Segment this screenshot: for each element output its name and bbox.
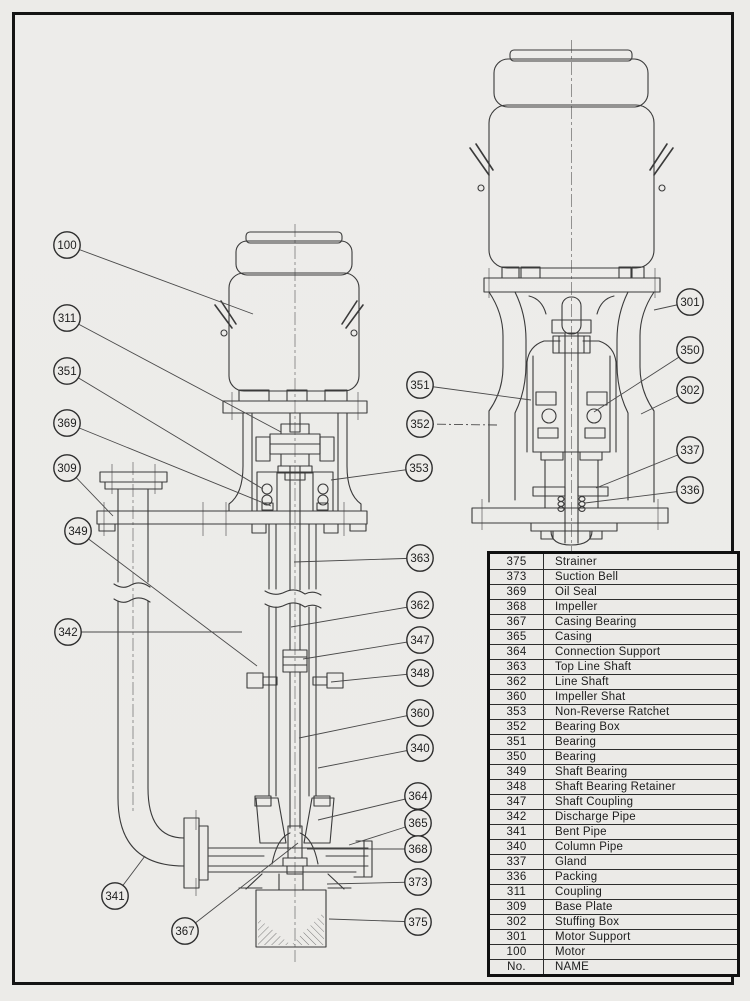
balloon-label: 375 [408,917,428,929]
part-name-cell: Motor [555,946,586,958]
leader-line [67,423,271,506]
part-name-cell: Coupling [555,886,602,898]
casing [209,841,372,877]
part-name-cell: Shaft Bearing [555,766,628,778]
balloon-label: 351 [410,380,430,392]
part-number-cell: 360 [490,690,544,704]
leader-line [594,350,690,412]
callout-340 [318,735,433,768]
part-name-cell: Bearing Box [555,721,620,733]
part-name-cell: Column Pipe [555,841,624,853]
balloon-label: 368 [408,844,428,856]
parts-table-row [490,569,737,584]
part-number-cell: 367 [490,615,544,629]
parts-table-row [490,884,737,899]
part-name-cell: Bearing [555,751,597,763]
leader-line [303,640,420,659]
balloon-label: 351 [57,366,77,378]
motor-main [215,232,363,401]
part-number-cell: 369 [490,585,544,599]
parts-table-row [490,944,737,959]
part-name-cell: Oil Seal [555,586,597,598]
discharge-pipe [100,472,208,888]
parts-table-row [490,839,737,854]
part-number-cell: 364 [490,645,544,659]
part-number-cell: 309 [490,900,544,914]
part-number-cell: 341 [490,825,544,839]
part-number-cell: 351 [490,735,544,749]
parts-table-row [490,929,737,944]
balloon-label: 337 [680,445,700,457]
balloon-label: 311 [57,313,77,325]
part-number-cell: 311 [490,885,544,899]
callout-373 [327,869,431,895]
part-name-cell: Casing [555,631,592,643]
part-number-cell: 301 [490,930,544,944]
part-name-cell: Connection Support [555,646,661,658]
balloon-label: 347 [410,635,430,647]
balloon-label: 302 [680,385,700,397]
part-name-cell: Line Shaft [555,676,609,688]
part-name-cell: Gland [555,856,587,868]
part-number-cell: 368 [490,600,544,614]
motor-support-detail [472,292,668,523]
callout-363 [294,545,433,571]
base-plate [97,511,367,533]
balloon-label: 336 [680,485,700,497]
parts-table-row [490,614,737,629]
balloon-label: 309 [57,463,77,475]
balloon-label: 365 [408,818,428,830]
parts-table-row [490,674,737,689]
leader-line [596,450,690,488]
part-number-cell: 348 [490,780,544,794]
parts-table-row [490,779,737,794]
part-number-cell: 342 [490,810,544,824]
balloon-label: 352 [410,419,430,431]
part-name-cell: Stuffing Box [555,916,620,928]
balloon-label: 373 [408,877,428,889]
parts-table-row [490,899,737,914]
parts-table-row [490,689,737,704]
balloon-label: 362 [410,600,430,612]
part-name-cell: Casing Bearing [555,616,637,628]
balloon-label: 301 [680,297,700,309]
parts-table-row [490,914,737,929]
leader-line [299,713,420,738]
balloon-label: 360 [410,708,430,720]
callout-309 [54,455,113,516]
part-number-cell: 375 [490,554,544,569]
part-number-cell: 100 [490,945,544,959]
callout-302 [641,377,703,414]
part-name-cell: Impeller Shat [555,691,626,703]
callout-351 [407,372,531,400]
balloon-label: 342 [58,627,78,639]
parts-table-row [490,644,737,659]
part-number-cell: 363 [490,660,544,674]
parts-table-row [490,794,737,809]
part-name-cell: Bent Pipe [555,826,607,838]
callout-360 [299,700,433,738]
balloon-label: 363 [410,553,430,565]
parts-table-row [490,719,737,734]
part-name-cell: Base Plate [555,901,613,913]
callout-368 [307,836,431,862]
callout-349 [65,518,257,666]
part-name-cell: Shaft Coupling [555,796,634,808]
part-name-cell: Motor Support [555,931,631,943]
main-pump-section [97,232,372,947]
callout-367 [172,843,298,944]
stuffing-box [531,460,617,545]
part-name-cell: NAME [555,961,590,973]
part-number-cell: 337 [490,855,544,869]
parts-table-row [490,554,737,569]
part-number-cell: 373 [490,570,544,584]
balloon-label: 349 [68,526,88,538]
part-name-cell: Top Line Shaft [555,661,632,673]
balloon-label: 100 [57,240,77,252]
parts-table-row [490,599,737,614]
balloon-label: 367 [175,926,195,938]
part-number-cell: 353 [490,705,544,719]
leader-line [67,371,263,489]
part-name-cell: Bearing [555,736,597,748]
parts-table-row [490,824,737,839]
part-name-cell: Suction Bell [555,571,619,583]
part-name-cell: Strainer [555,555,597,568]
balloon-label: 340 [410,743,430,755]
parts-table-row [490,854,737,869]
callout-353 [331,455,432,481]
part-name-cell: Impeller [555,601,598,613]
callout-341 [102,856,145,909]
callout-375 [329,909,431,935]
balloon-label: 364 [408,791,428,803]
part-number-cell: 302 [490,915,544,929]
parts-table-row [490,869,737,884]
parts-table-row [490,959,737,974]
part-number-cell: 340 [490,840,544,854]
parts-table [487,551,740,977]
leader-line [67,318,281,432]
balloon-label: 341 [105,891,125,903]
part-name-cell: Non-Reverse Ratchet [555,706,670,718]
strainer [256,874,326,947]
part-name-cell: Packing [555,871,598,883]
parts-table-row [490,659,737,674]
part-number-cell: 347 [490,795,544,809]
balloon-label: 348 [410,668,430,680]
part-number-cell: 352 [490,720,544,734]
leader-line [294,558,420,562]
leader-line [420,385,531,400]
part-number-cell: 362 [490,675,544,689]
leader-line [318,748,420,768]
parts-table-row [490,704,737,719]
leader-line [291,605,420,627]
parts-table-row [490,764,737,779]
part-number-cell: 350 [490,750,544,764]
callout-347 [303,627,433,659]
part-number-cell: No. [490,960,544,974]
leader-line [67,245,253,314]
callout-348 [331,660,433,686]
callout-362 [291,592,433,627]
parts-table-row [490,734,737,749]
part-name-cell: Shaft Bearing Retainer [555,781,676,793]
balloon-label: 350 [680,345,700,357]
callout-352 [407,411,497,437]
parts-table-row [490,584,737,599]
parts-table-row [490,629,737,644]
callout-301 [654,289,703,315]
callout-351 [54,358,263,489]
balloon-label: 369 [57,418,77,430]
leader-line [78,531,257,666]
part-name-cell: Discharge Pipe [555,811,636,823]
part-number-cell: 336 [490,870,544,884]
part-number-cell: 365 [490,630,544,644]
balloon-label: 353 [409,463,429,475]
part-number-cell: 349 [490,765,544,779]
parts-table-row [490,749,737,764]
callout-336 [585,477,703,503]
parts-table-row [490,809,737,824]
callout-100 [54,232,253,314]
